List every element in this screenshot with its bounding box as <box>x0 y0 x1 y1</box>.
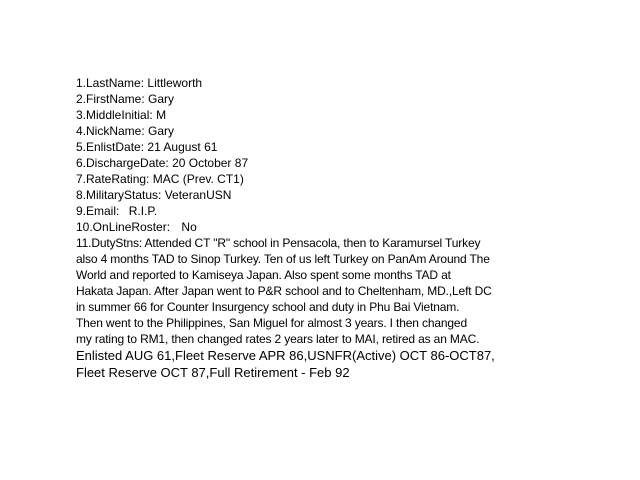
field-label: 7.RateRating: <box>76 172 150 186</box>
field-label: 6.DischargeDate: <box>76 156 169 170</box>
field-enlist-date <box>76 139 636 155</box>
service-summary <box>76 347 636 381</box>
field-discharge-date <box>76 155 636 171</box>
field-last-name <box>76 75 636 91</box>
field-military-status <box>76 187 636 203</box>
field-value: Littleworth <box>147 76 203 90</box>
field-label: 3.MiddleInitial: <box>76 108 153 122</box>
duty-line: my rating to RM1, then changed rates 2 years later to MAI, retired as an MAC. <box>76 332 480 346</box>
field-value: R.I.P. <box>128 204 158 218</box>
field-value: 20 October 87 <box>172 156 249 170</box>
summary-line: Fleet Reserve OCT 87,Full Retirement - Feb 92 <box>76 365 350 380</box>
field-label: 9.Email: <box>76 204 120 218</box>
field-value: M <box>156 108 167 122</box>
field-value: VeteranUSN <box>164 188 232 202</box>
field-value: MAC (Prev. CT1) <box>152 172 244 186</box>
field-first-name <box>76 91 636 107</box>
duty-line: World and reported to Kamiseya Japan. Also spent some months TAD at <box>76 268 451 282</box>
duty-line: also 4 months TAD to Sinop Turkey. Ten of us left Turkey on PanAm Around The <box>76 252 490 266</box>
field-label: 5.EnlistDate: <box>76 140 145 154</box>
duty-line: Hakata Japan. After Japan went to P&R school and to Cheltenham, MD.,Left DC <box>76 284 492 298</box>
duty-line: Then went to the Philippines, San Miguel for almost 3 years. I then changed <box>76 316 467 330</box>
field-label: 1.LastName: <box>76 76 145 90</box>
field-rate-rating <box>76 171 636 187</box>
field-online-roster <box>76 219 636 235</box>
field-value: Gary <box>148 92 175 106</box>
field-label: 2.FirstName: <box>76 92 145 106</box>
duty-line: 11.DutyStns: Attended CT "R" school in Pensacola, then to Karamursel Turkey <box>76 236 481 250</box>
duty-stations <box>76 235 636 347</box>
field-value: 21 August 61 <box>147 140 218 154</box>
duty-line: in summer 66 for Counter Insurgency school and duty in Phu Bai Vietnam. <box>76 300 460 314</box>
field-email <box>76 203 636 219</box>
field-label: 10.OnLineRoster: <box>76 220 171 234</box>
field-nick-name <box>76 123 636 139</box>
field-middle-initial <box>76 107 636 123</box>
field-value: No <box>181 220 197 234</box>
field-label: 4.NickName: <box>76 124 145 138</box>
member-record <box>76 75 636 381</box>
summary-line: Enlisted AUG 61,Fleet Reserve APR 86,USNFR(Active) OCT 86-OCT87, <box>76 348 495 363</box>
field-label: 8.MilitaryStatus: <box>76 188 162 202</box>
field-value: Gary <box>148 124 175 138</box>
